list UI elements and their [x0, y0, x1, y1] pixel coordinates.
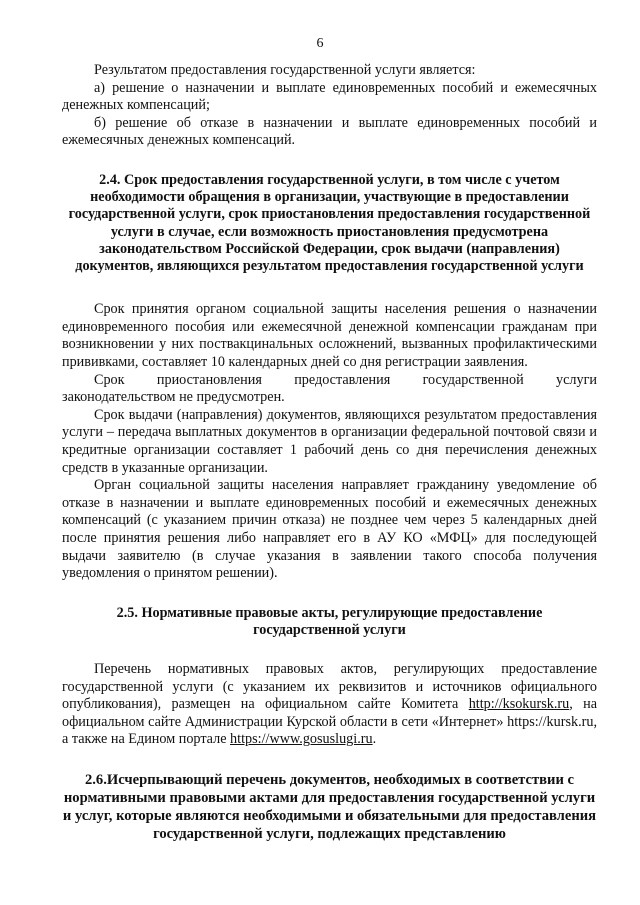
document-page	[62, 62, 597, 843]
section-2-4-heading-part1: 2.4. Срок предоставления государственной услуги, в том числе с учетом необходимости обращения в организации, участвующие в предоставлении государственной услуги, срок приостановления	[68, 171, 569, 223]
section-2-5-text-2: , на официальном сайте Администрации Курской области в сети «Интернет» https://kursk.ru, а также на Едином портале	[62, 696, 597, 748]
gosuslugi-link[interactable]: https://www.gosuslugi.ru	[230, 731, 373, 748]
section-2-4-paragraph-2: Срок приостановления предоставления государственной услуги законодательством не предусмотрен.	[62, 371, 597, 406]
result-item-a: а) решение о назначении и выплате единовременных пособий и ежемесячных денежных компенсаций;	[62, 79, 597, 114]
ksokursk-link[interactable]: http://ksokursk.ru	[468, 696, 570, 713]
section-2-5-heading: 2.5. Нормативные правовые акты, регулирующие предоставление государственной услуги	[116, 604, 543, 638]
result-item-b: б) решение об отказе в назначении и выплате единовременных пособий и ежемесячных денежных компенсаций.	[62, 114, 597, 149]
page-number: 6	[316, 36, 324, 51]
section-2-4-paragraph-3: Срок выдачи (направления) документов, являющихся результатом предоставления услуги – передача выплатных документов в организации федеральной почтовой связи и кредитные организации составляет 1 рабочий день со дня перечисления денежных средств в указанные организации.	[62, 406, 597, 476]
section-2-4-heading	[62, 172, 597, 275]
section-2-6-heading: 2.6.Исчерпывающий перечень документов, необходимых в соответствии с нормативными правовыми актами для предоставления государственной услуги и услуг, которые являются необходимыми и обязательными для предоставления государственной услуги, подлежащих представлению	[62, 772, 597, 843]
section-2-5-paragraph	[62, 661, 597, 749]
section-2-4-paragraph-1: Срок принятия органом социальной защиты населения решения о назначении единовременного пособия или ежемесячной денежной компенсации гражданам при возникновении у них поствакцинальных осложнений, вызванных профилактическими прививками, составляет 10 календарных дней со дня регистрации заявления.	[62, 301, 597, 370]
section-2-4-heading-part2: предоставления государственной услуги в случае, если возможность приостановления предусмотрена законодательством Российской Федерации, срок выдачи (направления) документов, являющихся результатом предоставления государственной услуги	[75, 206, 591, 274]
section-2-5-text-1: Перечень нормативных правовых актов, регулирующих предоставление государственной услуги (с указанием их реквизитов и источников официального опубликования), размещен на официальном сайте Комитета	[62, 661, 597, 713]
section-2-4-paragraph-4: Орган социальной защиты населения направляет гражданину уведомление об отказе в назначении и выплате единовременных пособий и ежемесячных денежных компенсаций (с указанием причин отказа) не позднее чем через 5 календарных дней после принятия решения либо направляет его в АУ КО «МФЦ» для последующей выдачи заявителю (в случае указания в заявлении такого способа получения уведомления о принятом решении).	[62, 477, 597, 582]
section-2-5-text-3: .	[372, 731, 377, 748]
result-lead: Результатом предоставления государственной услуги является:	[94, 62, 476, 78]
